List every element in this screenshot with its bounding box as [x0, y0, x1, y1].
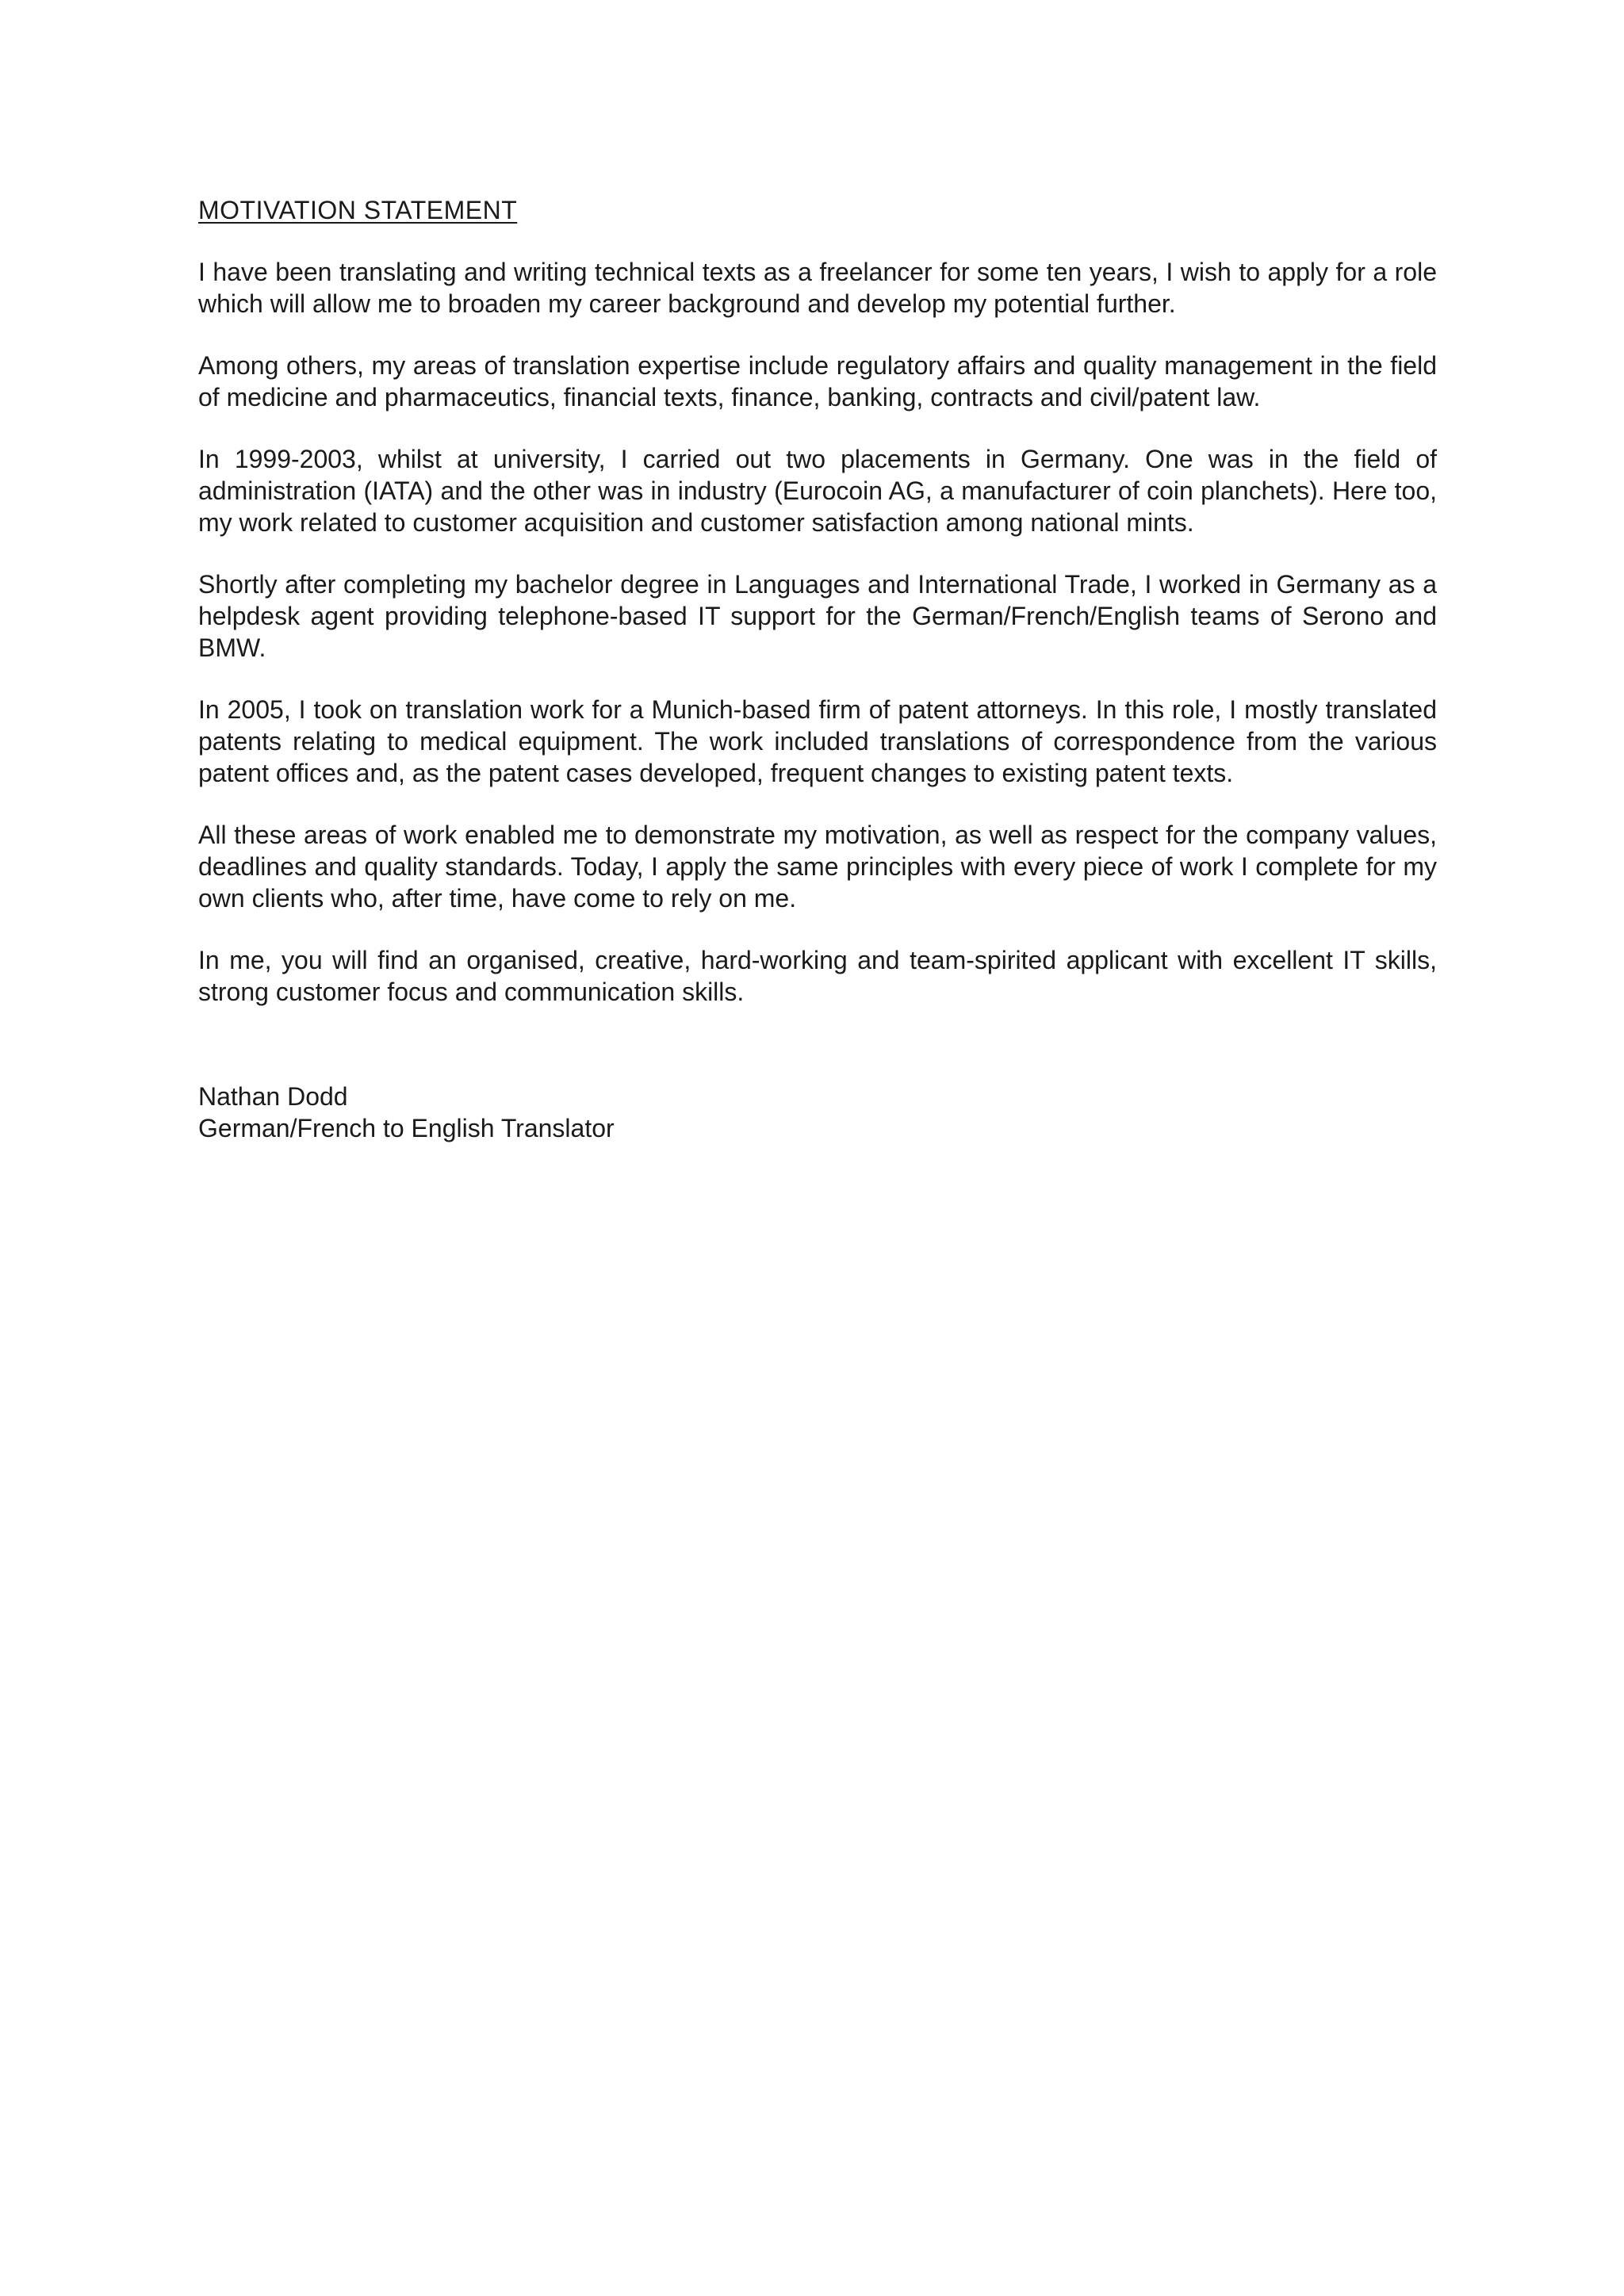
paragraph-placements: In 1999-2003, whilst at university, I carried out two placements in Germany. One was in the field of administration (IATA) and the other was in industry (Eurocoin AG, a manufacturer of coin planchets). Here too, my work related to customer acquisition and customer satisfaction among national mints. [198, 445, 1437, 537]
signature-title: German/French to English Translator [198, 1114, 615, 1142]
paragraph-helpdesk: Shortly after completing my bachelor degree in Languages and International Trade, I worked in Germany as a helpdesk agent providing telephone-based IT support for the German/French/English teams of Serono and BMW. [198, 570, 1437, 662]
signature-block [198, 1081, 1437, 1144]
signature-name: Nathan Dodd [198, 1082, 348, 1111]
paragraph-intro: I have been translating and writing technical texts as a freelancer for some ten years, I wish to apply for a role which will allow me to broaden my career background and develop my potential further. [198, 258, 1437, 318]
document-heading: MOTIVATION STATEMENT [198, 196, 518, 224]
document-page [198, 194, 1437, 1144]
paragraph-expertise: Among others, my areas of translation expertise include regulatory affairs and quality management in the field of medicine and pharmaceutics, financial texts, finance, banking, contracts and civil/patent law. [198, 351, 1437, 411]
paragraph-summary: In me, you will find an organised, creative, hard-working and team-spirited applicant with excellent IT skills, strong customer focus and communication skills. [198, 946, 1437, 1006]
paragraph-motivation: All these areas of work enabled me to demonstrate my motivation, as well as respect for the company values, deadlines and quality standards. Today, I apply the same principles with every piece of work I complete for my own clients who, after time, have come to rely on me. [198, 821, 1437, 913]
paragraph-patent-work: In 2005, I took on translation work for a Munich-based firm of patent attorneys. In this role, I mostly translated patents relating to medical equipment. The work included translations of correspondence from the various patent offices and, as the patent cases developed, frequent changes to existing patent texts. [198, 695, 1437, 787]
